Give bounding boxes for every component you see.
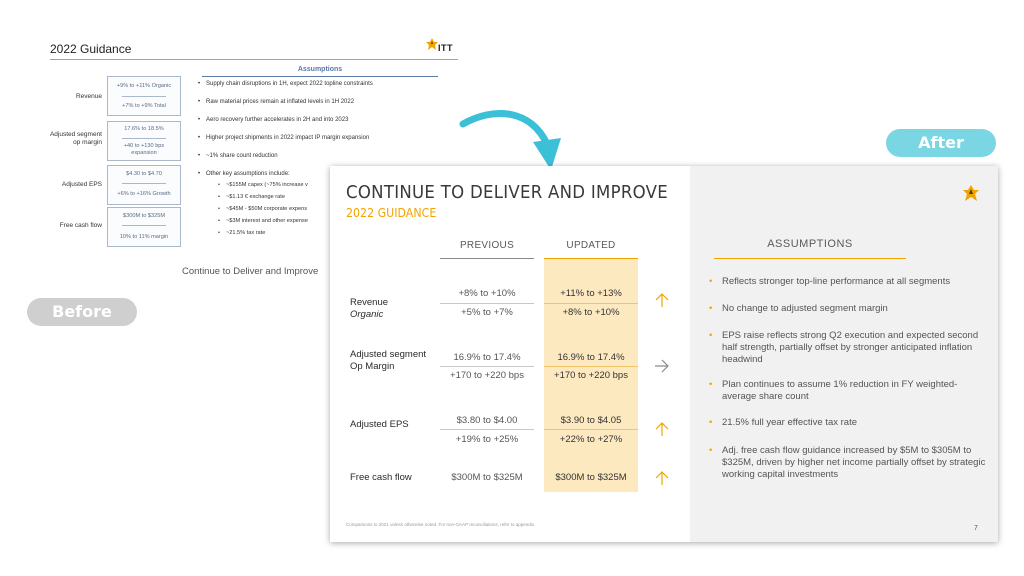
column-header-divider [544,258,638,259]
previous-value: $300M to $325M [451,472,523,483]
assumption-bullet: • Plan continues to assume 1% reduction in FY weighted-average share count [722,379,990,403]
itt-logo-icon [962,184,980,202]
assumption-bullet: • Supply chain disruptions in 1H, expect 2022 topline constraints [206,81,373,87]
after-slide-title: CONTINUE TO DELIVER AND IMPROVE [346,182,669,203]
assumption-bullet: • Raw material prices remain at inflated levels in 1H 2022 [206,99,354,105]
updated-value: +22% to +27% [559,434,623,445]
updated-value: 16.9% to 17.4% [557,352,625,363]
row-label-line2: Op Margin [350,361,395,372]
guidance-line1: +9% to +11% Organic [116,83,172,89]
value-divider [544,366,638,367]
previous-value: +170 to +220 bps [450,370,524,381]
assumption-bullet: • Reflects stronger top-line performance at all segments [722,276,990,288]
updated-value: +11% to +13% [560,288,622,299]
row-label-revenue: Revenue [75,93,102,100]
after-label: After [886,129,996,157]
box-divider [122,183,166,184]
title-divider [50,59,458,60]
after-slide-subtitle: 2022 GUIDANCE [346,206,437,220]
value-divider [544,429,638,430]
guidance-line2: +6% to +16% Growth [117,191,171,197]
assumptions-divider [714,258,906,259]
before-label: Before [27,298,137,326]
row-label-line2 [350,309,388,321]
assumptions-header: Assumptions [297,66,343,73]
box-divider [122,225,166,226]
value-divider [440,366,534,367]
assumption-sub-bullet: • ~21.5% tax rate [226,230,265,236]
row-label-italic: Organic [350,309,384,320]
before-footer-text: Continue to Deliver and Improve [182,266,319,277]
assumption-sub-bullet: • ~$3M interest and other expense [226,218,308,224]
assumption-sub-bullet: • ~$45M - $50M corporate expens [226,206,307,212]
logo-text: ITT [438,43,453,53]
previous-value: +8% to +10% [458,288,516,299]
guidance-line1: $300M to $325M [123,213,165,219]
row-label-line1: Free cash flow [350,472,412,483]
guidance-box-margin [107,121,181,161]
assumption-bullet: • ~1% share count reduction [206,153,278,159]
previous-value: +5% to +7% [461,307,513,318]
row-label-line1: Adjusted EPS [350,419,409,430]
assumption-bullet: • Adj. free cash flow guidance increased by $5M to $305M to $325M, driven by higher net income partially offset by strategic working capital investments [722,445,990,481]
row-label-eps [350,419,409,431]
before-slide-title: 2022 Guidance [50,42,132,56]
guidance-line1: 17.6% to 18.5% [124,126,164,132]
column-header-previous: PREVIOUS [459,240,515,251]
box-divider [122,138,166,139]
row-label-margin [350,349,426,373]
row-label-line1: Revenue [350,297,389,308]
assumption-sub-bullet: • ~$155M capex (~75% increase v [226,182,308,188]
updated-value: +8% to +10% [562,307,620,318]
updated-value: $3.90 to $4.05 [560,415,622,426]
previous-value: +19% to +25% [455,434,519,445]
row-label-eps: Adjusted EPS [61,181,102,188]
footnote: Comparisons to 2021 unless otherwise noted. For non-GAAP reconciliations, refer to appendix. [346,522,536,527]
column-header-updated: UPDATED [566,240,616,251]
assumption-bullet: • Aero recovery further accelerates in 2H and into 2023 [206,117,348,123]
assumption-sub-bullet: • ~$1.13 € exchange rate [226,194,285,200]
guidance-box-revenue [107,76,181,116]
value-divider [440,303,534,304]
row-label-fcf [350,472,412,484]
box-divider [122,96,166,97]
guidance-box-eps [107,165,181,205]
guidance-line1: $4.30 to $4.70 [126,171,162,177]
assumptions-header: ASSUMPTIONS [767,238,853,250]
row-label-fcf: Free cash flow [59,222,102,229]
guidance-line2: +40 to +130 bps expansion [123,143,165,156]
guidance-line2: 10% to 11% margin [119,234,169,240]
row-label-margin: Adjusted segment op margin [49,131,102,146]
arrow-right-icon [652,356,672,376]
updated-value: +170 to +220 bps [554,370,628,381]
assumption-bullet: • 21.5% full year effective tax rate [722,417,990,429]
row-label-line1: Adjusted segment [350,349,427,360]
arrow-up-icon [652,468,672,488]
itt-logo-icon [426,38,438,50]
previous-value: $3.80 to $4.00 [456,415,518,426]
value-divider [544,303,638,304]
guidance-box-fcf [107,207,181,247]
page-number: 7 [974,525,978,532]
updated-value: $300M to $325M [555,472,627,483]
value-divider [440,429,534,430]
after-slide [330,166,998,542]
itt-logo [426,38,462,56]
assumption-bullet: • Higher project shipments in 2022 impact IP margin expansion [206,135,369,141]
arrow-up-icon [652,290,672,310]
assumptions-divider [202,76,438,77]
previous-value: 16.9% to 17.4% [453,352,521,363]
row-label-revenue [350,297,388,321]
assumption-bullet: • No change to adjusted segment margin [722,303,990,315]
arrow-up-icon [652,419,672,439]
guidance-line2: +7% to +9% Total [122,103,166,109]
assumption-bullet: • EPS raise reflects strong Q2 execution and expected second half strength, partially offset by stronger anticipated inflation headwind [722,330,990,366]
assumption-bullet: • Other key assumptions include: [206,171,290,177]
column-header-divider [440,258,534,259]
